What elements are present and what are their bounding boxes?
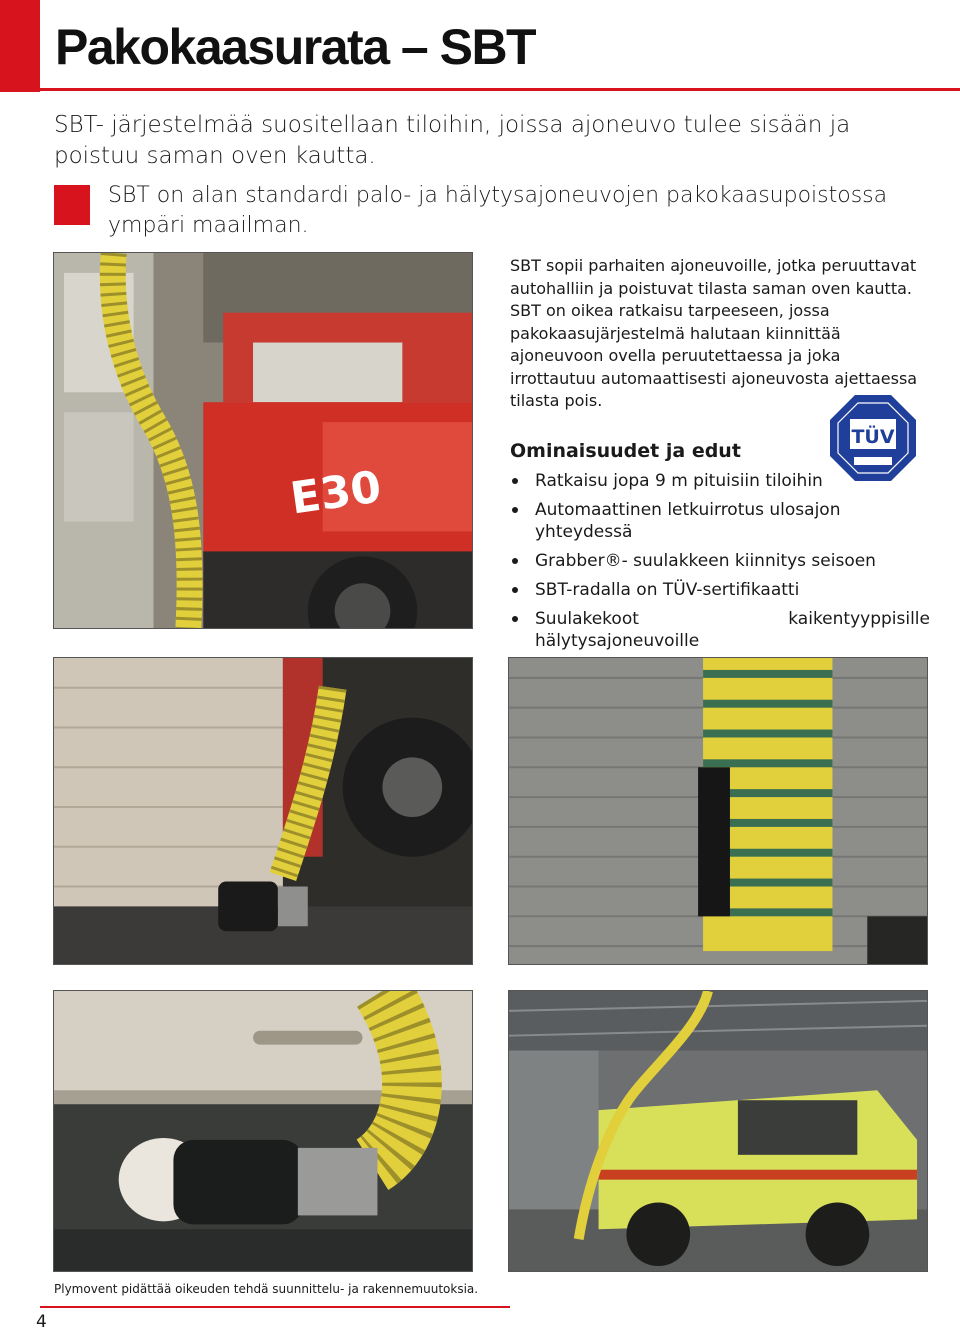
list-item: Suulakekoot kaikentyyppisille hälytysajoneuvoille (510, 608, 930, 652)
photo-fire-truck-hose (53, 252, 473, 629)
list-item: Ratkaisu jopa 9 m pituisiin tiloihin (510, 470, 930, 492)
photo-airport-fire-truck (508, 990, 928, 1272)
footer-rule (40, 1306, 510, 1308)
photo-nozzle-on-exhaust (53, 657, 473, 965)
list-item: SBT-radalla on TÜV-sertifikaatti (510, 579, 930, 601)
features-list (510, 470, 930, 659)
description-text: SBT sopii parhaiten ajoneuvoille, jotka peruuttavat autohalliin ja poistuvat tilasta saman oven kautta. SBT on oikea ratkaisu tarpeeseen, jossa pakokaasujärjestelmä halutaan kiinnittää ajoneuvoon ovella peruutettaessa ja joka irrottautuu automaattisesti ajoneuvosta ajettaessa tilasta pois. (510, 256, 918, 410)
page-title: Pakokaasurata – SBT (55, 19, 536, 75)
intro-lead: SBT- järjestelmää suositellaan tiloihin, joissa ajoneuvo tulee sisään ja poistuu saman oven kautta. (54, 112, 851, 169)
description-paragraph (510, 255, 930, 413)
intro-standard: SBT on alan standardi palo- ja hälytysajoneuvojen pakokaasupoistossa ympäri maailman. (108, 183, 888, 238)
photo-hose-holder (508, 657, 928, 965)
photo-nozzle-closeup (53, 990, 473, 1272)
svg-text:E30: E30 (287, 461, 385, 525)
features-title: Ominaisuudet ja edut (510, 440, 741, 462)
header-red-tab (0, 0, 40, 92)
red-square-marker (54, 185, 90, 225)
list-item: Grabber®- suulakkeen kiinnitys seisoen (510, 550, 930, 572)
tuv-logo-text: TÜV (851, 426, 895, 448)
list-item: Automaattinen letkuirrotus ulosajon yhteydessä (510, 499, 930, 543)
footer-disclaimer: Plymovent pidättää oikeuden tehdä suunnittelu- ja rakennemuutoksia. (54, 1282, 479, 1296)
header-rule (40, 88, 960, 91)
page-number: 4 (36, 1312, 47, 1332)
